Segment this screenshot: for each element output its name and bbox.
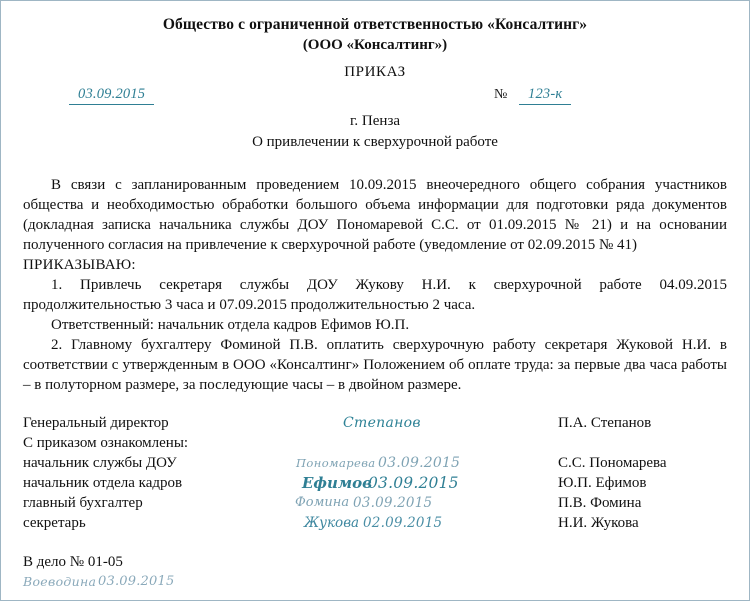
signature-row-ponomareva [23, 453, 727, 473]
document-date-field[interactable]: 03.09.2015 [69, 86, 154, 105]
body-item-2: 2. Главному бухгалтеру Фоминой П.В. оплатить сверхурочную работу секретаря Жуковой Н.И. в соответствии с утвержденным в ООО «Консалтинг» Положением об оплате труда: за первые два часа работы – в полуторном размере, за последующие часы – в двойном размере. [23, 337, 727, 393]
body-order-keyword: ПРИКАЗЫВАЮ: [23, 257, 136, 273]
signature-name-ponomareva: С.С. Пономарева [558, 455, 667, 471]
signature-title-ponomareva: начальник службы ДОУ [23, 455, 177, 471]
signature-date-ponomareva: 03.09.2015 [378, 455, 461, 471]
signature-mark-ponomareva: Пономарева [296, 456, 376, 470]
signature-mark-director: Степанов [343, 415, 421, 431]
signature-date-efimov: 03.09.2015 [368, 474, 459, 492]
acknowledge-heading: С приказом ознакомлены: [23, 435, 189, 451]
signature-name-zhukova: Н.И. Жукова [558, 515, 639, 531]
signature-mark-efimov: Ефимов [302, 474, 372, 492]
document-city: г. Пенза [349, 113, 401, 129]
signature-row-zhukova [23, 513, 727, 533]
signature-row-efimov [23, 473, 727, 493]
document-kind: ПРИКАЗ [344, 64, 406, 80]
body-preamble: В связи с запланированным проведением 10.09.2015 внеочередного общего собрания участников общества и необходимостью обработки большого объема информации для подготовки ряда документов (докладная записка начальника службы ДОУ Пономаревой С.С. от 01.09.2015 № 21) и на основании полученного согласия на привлечение к сверхурочной работе (уведомление от 02.09.2015 № 41) [23, 177, 727, 253]
signature-mark-fomina: Фомина [295, 495, 350, 510]
signature-title-zhukova: секретарь [23, 515, 86, 531]
file-signature-mark: Воеводина [23, 574, 97, 589]
document-body [1, 175, 749, 395]
organization-full-name: Общество с ограниченной ответственностью «Консалтинг» [162, 16, 588, 33]
body-item-1: 1. Привлечь секретаря службы ДОУ Жукову Н.И. к сверхурочной работе 04.09.2015 продолжительностью 3 часа и 07.09.2015 продолжительностью 2 часа. [23, 277, 727, 313]
signature-name-director: П.А. Степанов [558, 415, 652, 431]
document-number-field[interactable]: 123-к [519, 86, 571, 105]
document-subject: О привлечении к сверхурочной работе [252, 134, 498, 150]
footer-block [1, 552, 749, 592]
signature-name-efimov: Ю.П. Ефимов [558, 475, 647, 491]
signature-date-fomina: 03.09.2015 [353, 495, 433, 511]
file-signature-date: 03.09.2015 [98, 574, 175, 589]
signature-title-fomina: главный бухгалтер [23, 495, 143, 511]
signature-title-director: Генеральный директор [23, 415, 169, 431]
acknowledge-heading-row [23, 433, 727, 453]
body-responsible: Ответственный: начальник отдела кадров Ефимов Ю.П. [51, 317, 410, 333]
signature-name-fomina: П.В. Фомина [558, 495, 642, 511]
signature-row-fomina [23, 493, 727, 513]
file-signature-row [23, 572, 727, 592]
signature-title-efimov: начальник отдела кадров [23, 475, 183, 491]
number-label: № [494, 87, 508, 102]
file-reference-line: В дело № 01-05 [23, 554, 123, 570]
signature-date-zhukova: 02.09.2015 [363, 515, 443, 531]
signature-row-director [23, 413, 727, 433]
signature-block [1, 413, 749, 533]
date-number-row [1, 86, 749, 110]
organization-short-name: (ООО «Консалтинг») [302, 37, 448, 53]
signature-mark-zhukova: Жукова [304, 515, 360, 531]
